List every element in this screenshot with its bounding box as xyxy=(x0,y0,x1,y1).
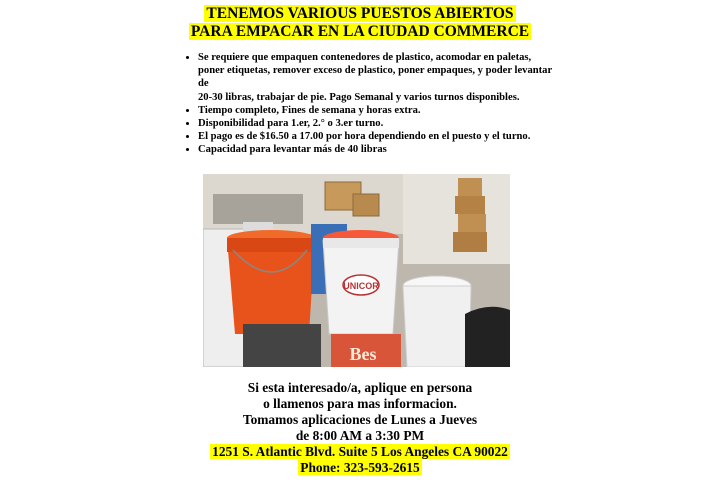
apply-line-3: Tomamos aplicaciones de Lunes a Jueves xyxy=(242,412,478,427)
title-line-2: PARA EMPACAR EN LA CIUDAD COMMERCE xyxy=(190,23,530,40)
phone-line: Phone: 323-593-2615 xyxy=(300,460,420,475)
apply-line-2: o llamenos para mas informacion. xyxy=(263,396,457,411)
apply-line-1: Si esta interesado/a, aplique en persona xyxy=(247,380,473,395)
requirement-item: • Disponibilidad para 1.er, 2.° o 3.er turno. xyxy=(198,117,558,130)
photo-illustration xyxy=(203,174,510,367)
requirement-item: • El pago es de $16.50 a 17.00 por hora dependiendo en el puesto y el turno. xyxy=(198,130,558,143)
requirements-list xyxy=(186,51,558,157)
box-label: Bes xyxy=(349,344,377,364)
requirement-item: • Se requiere que empaquen contenedores de plastico, acomodar en paletas, poner etiquetas, remover exceso de plastico, poner empaques, y poder levantar de 20-30 libras, trabajar de pie. Pago Semanal y varios turnos disponibles. xyxy=(198,51,558,104)
address-line: 1251 S. Atlantic Blvd. Suite 5 Los Angeles CA 90022 xyxy=(212,444,508,459)
requirement-item: • Tiempo completo, Fines de semana y horas extra. xyxy=(198,104,558,117)
warehouse-buckets-photo xyxy=(203,174,510,367)
title-line-1: TENEMOS VARIOUS PUESTOS ABIERTOS xyxy=(206,5,514,22)
hours-line: de 8:00 AM a 3:30 PM xyxy=(295,428,425,443)
requirement-item: • Capacidad para levantar más de 40 libras xyxy=(198,143,558,156)
bucket-label: UNICOR xyxy=(343,281,379,291)
